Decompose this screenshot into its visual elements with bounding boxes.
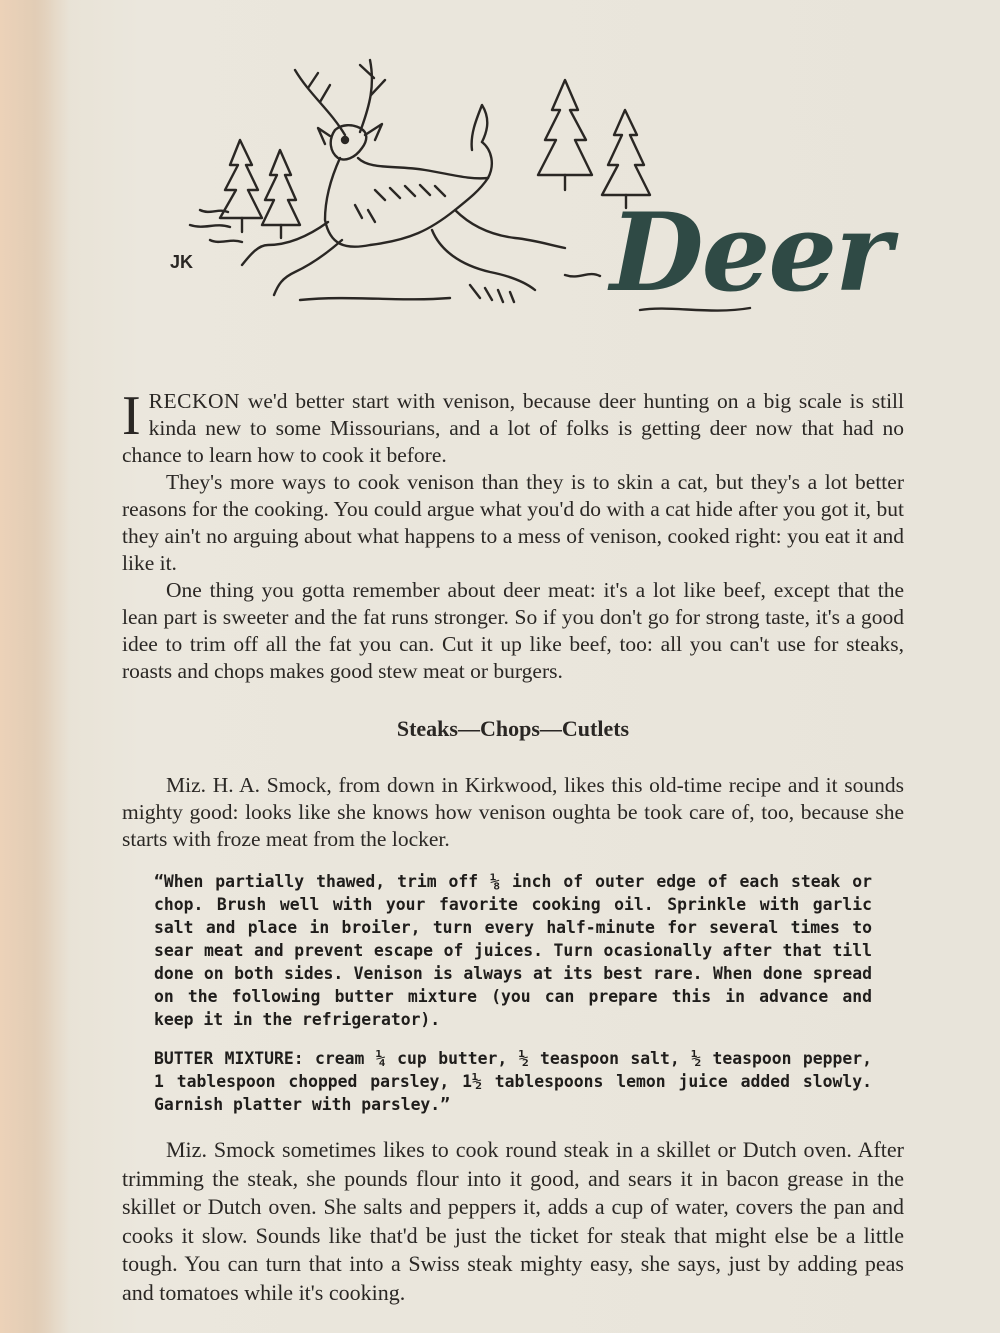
drop-cap: I bbox=[122, 385, 141, 447]
recipe-quote bbox=[154, 870, 872, 1031]
page-gutter-shadow bbox=[0, 0, 70, 1333]
closing-paragraph: Miz. Smock sometimes likes to cook round steak in a skillet or Dutch oven. After trimming the steak, she pounds flour into it good, and sears it in bacon grease in the skillet or Dutch oven. She salts and peppers it, adds a cup of water, covers the pan and cooks it slow. Sounds like that'd be just the ticket for steak that might else be a little tough. You can turn that into a Swiss steak mighty easy, she says, just by adding peas and tomatoes while it's cooking. bbox=[122, 1137, 904, 1305]
butter-mixture-text: BUTTER MIXTURE: cream ¼ cup butter, ½ teaspoon salt, ½ teaspoon pepper, 1 tablespoon chopped parsley, 1½ tablespoons lemon juice added slowly. Garnish platter with parsley.” bbox=[154, 1049, 872, 1114]
artist-signature: JK bbox=[170, 252, 194, 272]
smock-section bbox=[122, 772, 904, 853]
smock-intro-paragraph: Miz. H. A. Smock, from down in Kirkwood, likes this old-time recipe and it sounds mighty good: looks like she knows how venison oughta be took care of, too, because she starts with froze meat from the locker. bbox=[122, 773, 904, 851]
intro-text: we'd better start with venison, because deer hunting on a big scale is still kinda new to some Missourians, and a lot of folks is getting deer now that had no chance to learn how to cook it before. bbox=[122, 389, 904, 467]
intro-small-caps: RECKON bbox=[148, 389, 241, 413]
chapter-heading: Deer bbox=[610, 190, 890, 316]
recipe-instructions: “When partially thawed, trim off ⅛ inch of outer edge of each steak or chop. Brush well with your favorite cooking oil. Sprinkle with garlic salt and place in broiler, turn every half-minute for several times to sear meat and prevent escape of juices. Turn ocasionally after that till done on both sides. Venison is always at its best rare. When done spread on the following butter mixture (you can prepare this in advance and keep it in the refrigerator). bbox=[154, 872, 872, 1029]
closing-section bbox=[122, 1136, 904, 1307]
intro-paragraph bbox=[122, 385, 904, 469]
intro-section bbox=[122, 385, 904, 685]
paragraph: One thing you gotta remember about deer meat: it's a lot like beef, except that the lean part is sweeter and the fat runs stronger. So if you don't go for strong taste, it's a good idee to trim off all the fat you can. Cut it up like beef, too: all you can't use for steaks, roasts and chops makes good stew meat or burgers. bbox=[122, 578, 904, 683]
butter-mixture-quote bbox=[154, 1047, 872, 1116]
paragraph: They's more ways to cook venison than they is to skin a cat, but they's a lot better reasons for the cooking. You could argue what you'd do with a cat hide after you got it, but they ain't no arguing about what happens to a mess of venison, cooked right: you eat it and like it. bbox=[122, 470, 904, 575]
section-subheading: Steaks—Chops—Cutlets bbox=[396, 716, 630, 741]
